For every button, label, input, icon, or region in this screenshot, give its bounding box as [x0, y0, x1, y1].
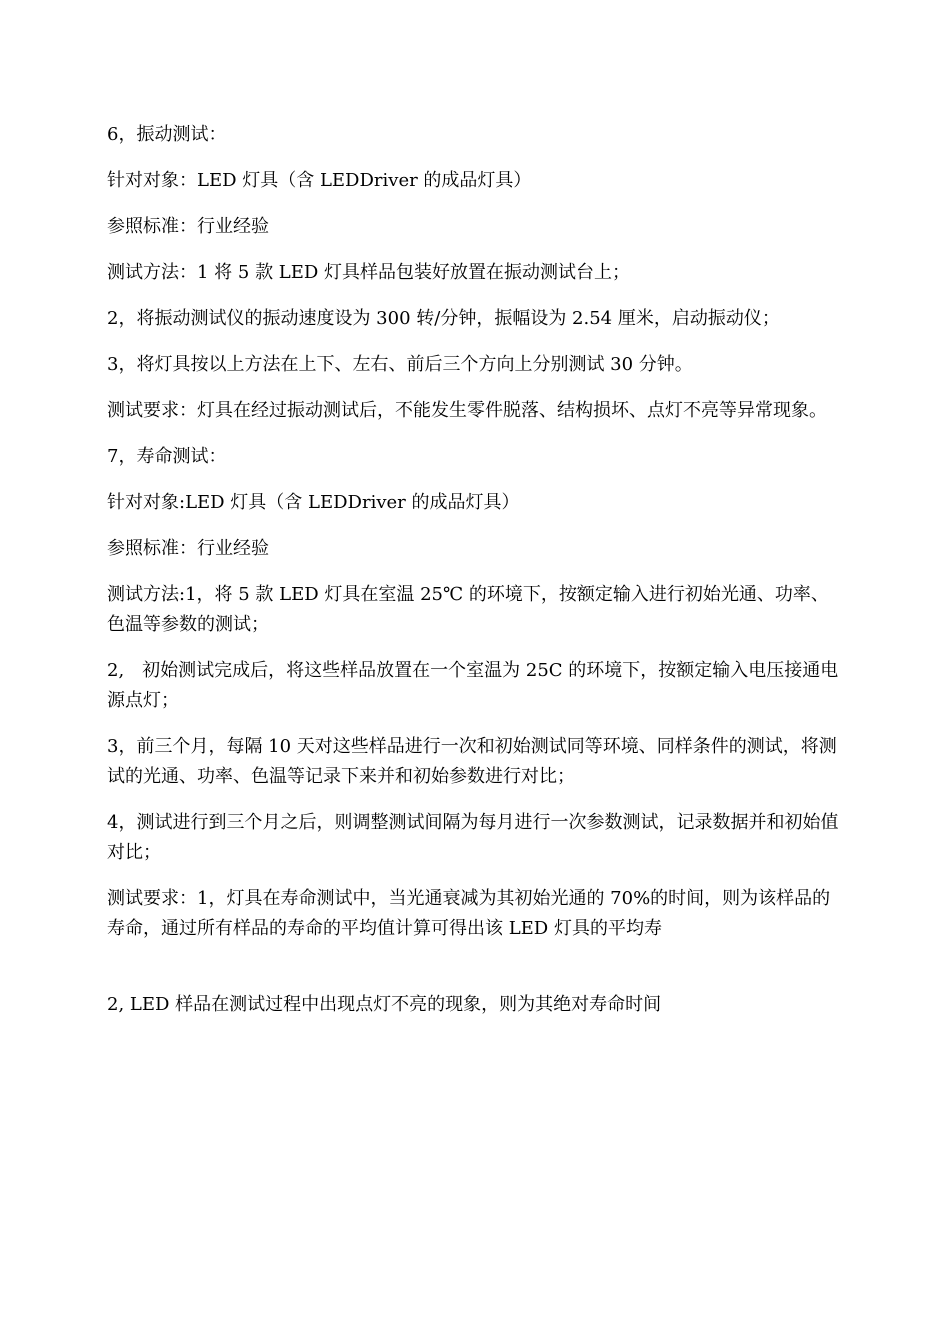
- paragraph-test-requirement: 测试要求：灯具在经过振动测试后，不能发生零件脱落、结构损坏、点灯不亮等异常现象。: [107, 400, 827, 421]
- paragraph-target-object: 针对对象：LED 灯具（含 LEDDriver 的成品灯具）: [107, 170, 532, 191]
- section-heading-life-test: 7，寿命测试：: [107, 446, 227, 467]
- paragraph-life-method-step-2: 2, 初始测试完成后，将这些样品放置在一个室温为 25C 的环境下，按额定输入电压接通电源点灯；: [107, 660, 839, 711]
- paragraph-test-method-step-1: 测试方法：1 将 5 款 LED 灯具样品包装好放置在振动测试台上；: [107, 262, 631, 283]
- paragraph-life-method-step-3: 3，前三个月，每隔 10 天对这些样品进行一次和初始测试同等环境、同样条件的测试，将测试的光通、功率、色温等记录下来并和初始参数进行对比；: [107, 736, 837, 787]
- paragraph-test-method-step-2: 2，将振动测试仪的振动速度设为 300 转/分钟，振幅设为 2.54 厘米，启动振动仪；: [107, 308, 780, 329]
- paragraph-life-method-step-1: 测试方法:1，将 5 款 LED 灯具在室温 25℃ 的环境下，按额定输入进行初始光通、功率、色温等参数的测试；: [107, 584, 829, 635]
- paragraph-life-requirement-2: 2, LED 样品在测试过程中出现点灯不亮的现象，则为其绝对寿命时间: [107, 994, 662, 1015]
- paragraph-test-method-step-3: 3，将灯具按以上方法在上下、左右、前后三个方向上分别测试 30 分钟。: [107, 354, 693, 375]
- document-body: [107, 120, 840, 1036]
- paragraph-reference-standard: 参照标准：行业经验: [107, 216, 269, 237]
- paragraph-life-method-step-4: 4，测试进行到三个月之后，则调整测试间隔为每月进行一次参数测试，记录数据并和初始值对比；: [107, 812, 839, 863]
- paragraph-life-requirement-1: 测试要求：1，灯具在寿命测试中，当光通衰减为其初始光通的 70%的时间，则为该样品的寿命，通过所有样品的寿命的平均值计算可得出该 LED 灯具的平均寿: [107, 888, 831, 939]
- section-heading-vibration-test: 6，振动测试：: [107, 124, 227, 145]
- paragraph-life-target-object: 针对对象:LED 灯具（含 LEDDriver 的成品灯具）: [107, 492, 520, 513]
- paragraph-life-reference-standard: 参照标准：行业经验: [107, 538, 269, 559]
